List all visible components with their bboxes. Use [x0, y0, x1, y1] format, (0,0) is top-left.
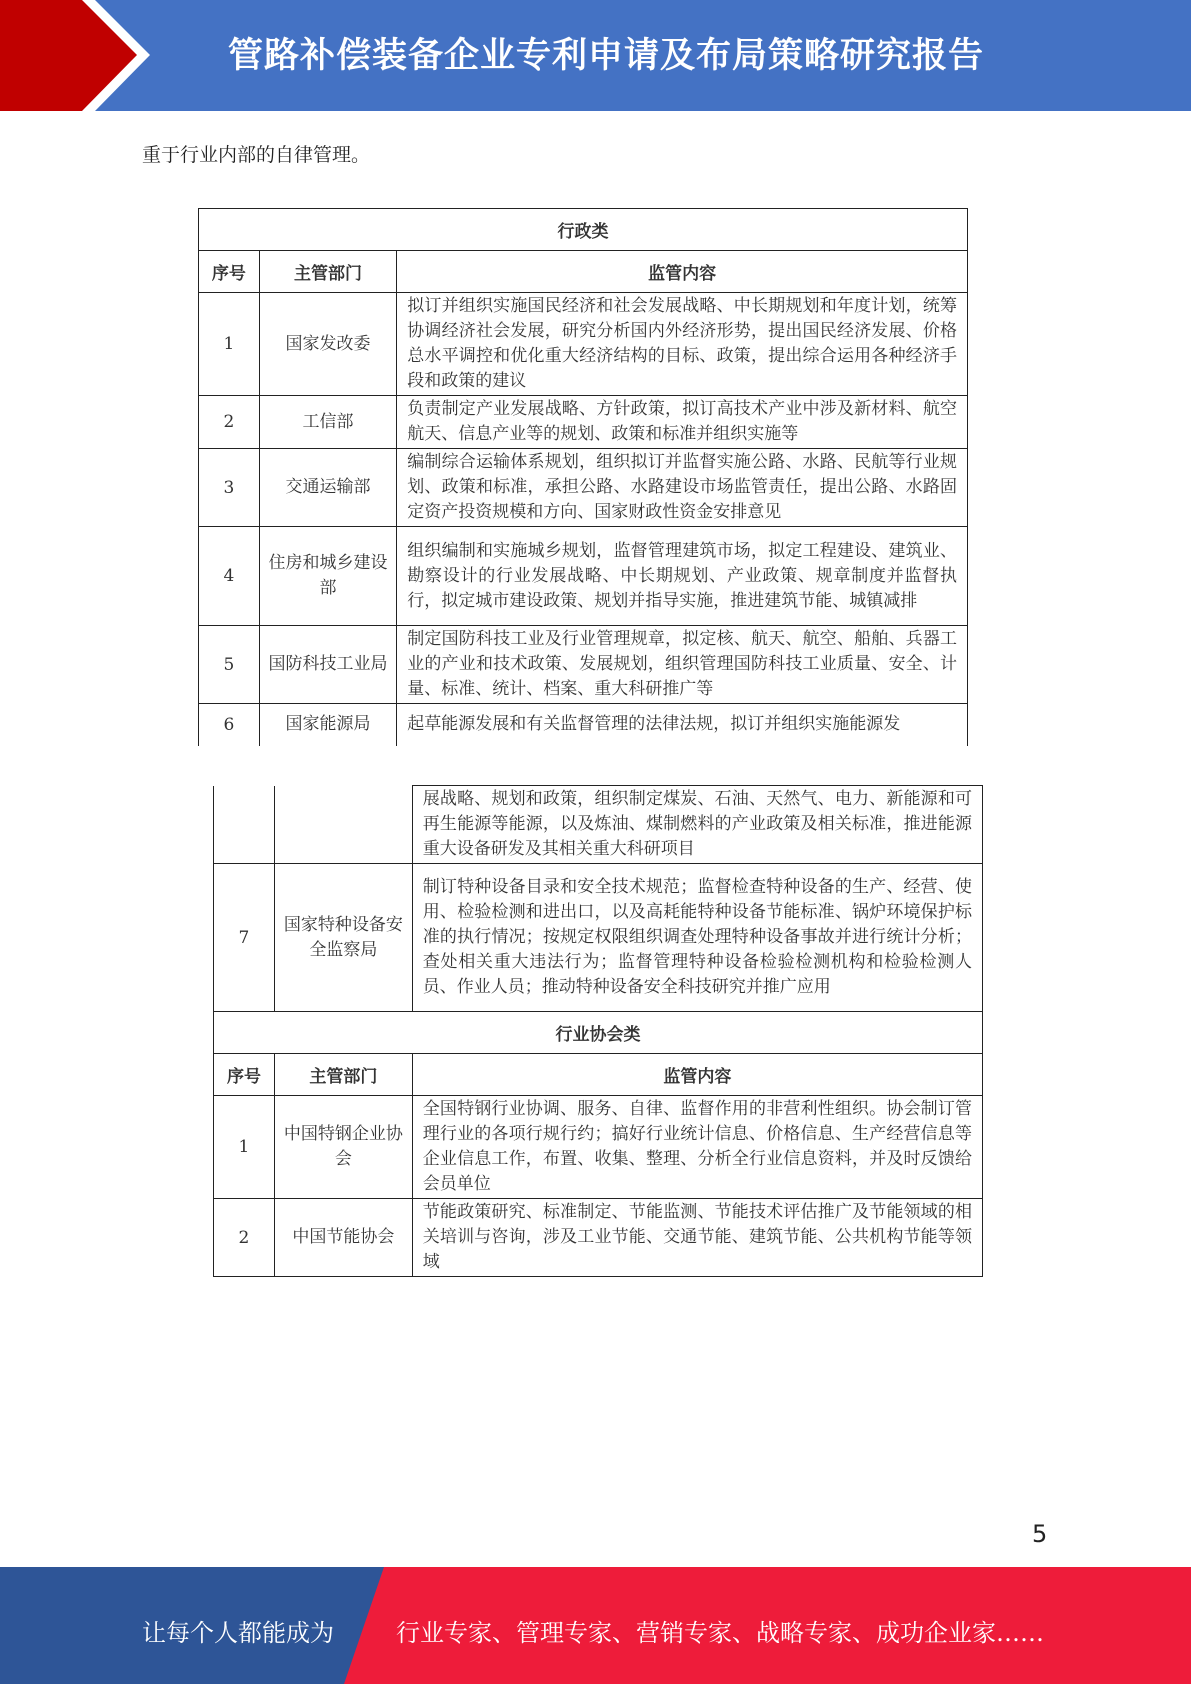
row-content: 拟订并组织实施国民经济和社会发展战略、中长期规划和年度计划，统筹协调经济社会发展，研究分析国内外经济形势，提出国民经济发展、价格总水平调控和优化重大经济结构的目标、政策，提出综合运用各种经济手段和政策的建议	[397, 293, 968, 396]
row-content: 组织编制和实施城乡规划，监督管理建筑市场，拟定工程建设、建筑业、勘察设计的行业发展战略、中长期规划、产业政策、规章制度并监督执行，拟定城市建设政策、规划并指导实施，推进建筑节能、城镇减排	[397, 527, 968, 626]
section-title: 行业协会类	[214, 1012, 983, 1054]
row-no: 5	[199, 626, 260, 704]
row-dept: 国家特种设备安全监察局	[274, 864, 412, 1012]
table-row	[199, 704, 968, 746]
row-dept: 国防科技工业局	[259, 626, 396, 704]
header-arrow-decoration	[0, 0, 160, 111]
report-title: 管路补偿装备企业专利申请及布局策略研究报告	[228, 36, 985, 76]
table-row	[199, 626, 968, 704]
table-header-row	[214, 1054, 983, 1096]
row-dept: 中国节能协会	[274, 1199, 412, 1277]
intro-paragraph: 重于行业内部的自律管理。	[142, 144, 371, 166]
table-header-row	[199, 251, 968, 293]
row-content: 制订特种设备目录和安全技术规范；监督检查特种设备的生产、经营、使用、检验检测和进出口，以及高耗能特种设备节能标准、锅炉环境保护标准的执行情况；按规定权限组织调查处理特种设备事故并进行统计分析；查处相关重大违法行为；监督管理特种设备检验检测机构和检验检测人员、作业人员；推动特种设备安全科技研究并推广应用	[412, 864, 982, 1012]
row-dept: 中国特钢企业协会	[274, 1096, 412, 1199]
col-header-no: 序号	[199, 251, 260, 293]
row-content: 节能政策研究、标准制定、节能监测、节能技术评估推广及节能领域的相关培训与咨询，涉及工业节能、交通节能、建筑节能、公共机构节能等领域	[412, 1199, 982, 1277]
row-no: 2	[214, 1199, 275, 1277]
row-dept: 住房和城乡建设部	[259, 527, 396, 626]
row-no	[214, 786, 275, 864]
col-header-content: 监管内容	[412, 1054, 982, 1096]
table-row	[199, 527, 968, 626]
table-row	[214, 786, 983, 864]
row-no: 4	[199, 527, 260, 626]
row-content: 编制综合运输体系规划，组织拟订并监督实施公路、水路、民航等行业规划、政策和标准，承担公路、水路建设市场监管责任，提出公路、水路固定资产投资规模和方向、国家财政性资金安排意见	[397, 449, 968, 527]
table-row	[199, 293, 968, 396]
table-row	[214, 1096, 983, 1199]
row-content: 全国特钢行业协调、服务、自律、监督作用的非营利性组织。协会制订管理行业的各项行规行约；搞好行业统计信息、价格信息、生产经营信息等企业信息工作，布置、收集、整理、分析全行业信息资料，并及时反馈给会员单位	[412, 1096, 982, 1199]
table-section-row	[199, 209, 968, 251]
row-dept: 国家能源局	[259, 704, 396, 746]
section-title: 行政类	[199, 209, 968, 251]
row-dept: 工信部	[259, 396, 396, 449]
row-no: 2	[199, 396, 260, 449]
row-no: 1	[214, 1096, 275, 1199]
table-row	[214, 864, 983, 1012]
table-row	[199, 449, 968, 527]
row-content: 起草能源发展和有关监督管理的法律法规，拟订并组织实施能源发	[397, 704, 968, 746]
col-header-no: 序号	[214, 1054, 275, 1096]
footer-slogan-right: 行业专家、管理专家、营销专家、战略专家、成功企业家……	[396, 1619, 1044, 1647]
col-header-dept: 主管部门	[274, 1054, 412, 1096]
page-number: 5	[1032, 1520, 1048, 1548]
table-section-row	[214, 1012, 983, 1054]
table-row	[199, 396, 968, 449]
regulators-table-continued	[213, 785, 983, 1277]
row-no: 1	[199, 293, 260, 396]
footer-slogan-left: 让每个人都能成为	[142, 1619, 334, 1647]
row-dept	[274, 786, 412, 864]
row-dept: 国家发改委	[259, 293, 396, 396]
row-content: 负责制定产业发展战略、方针政策，拟订高技术产业中涉及新材料、航空航天、信息产业等的规划、政策和标准并组织实施等	[397, 396, 968, 449]
row-no: 3	[199, 449, 260, 527]
col-header-dept: 主管部门	[259, 251, 396, 293]
row-content: 制定国防科技工业及行业管理规章，拟定核、航天、航空、船舶、兵器工业的产业和技术政策、发展规划，组织管理国防科技工业质量、安全、计量、标准、统计、档案、重大科研推广等	[397, 626, 968, 704]
row-dept: 交通运输部	[259, 449, 396, 527]
row-content: 展战略、规划和政策，组织制定煤炭、石油、天然气、电力、新能源和可再生能源等能源，以及炼油、煤制燃料的产业政策及相关标准，推进能源重大设备研发及其相关重大科研项目	[412, 786, 982, 864]
col-header-content: 监管内容	[397, 251, 968, 293]
table-row	[214, 1199, 983, 1277]
header-banner	[0, 0, 1191, 111]
row-no: 6	[199, 704, 260, 746]
admin-regulators-table	[198, 208, 968, 746]
row-no: 7	[214, 864, 275, 1012]
